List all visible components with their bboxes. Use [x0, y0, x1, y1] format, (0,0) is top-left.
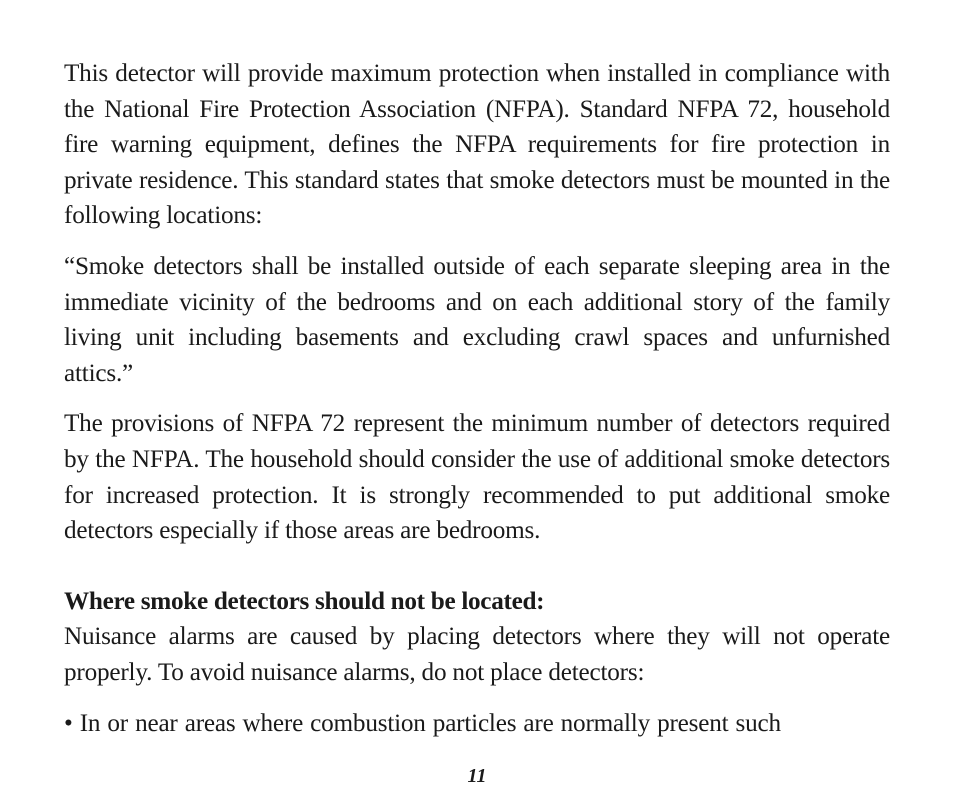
page-number: 11 [467, 765, 487, 787]
paragraph-nuisance-alarms: Nuisance alarms are caused by placing detectors where they will not operate properly. To avoid nuisance alarms, do not place detectors: [64, 623, 890, 686]
paragraph-nfpa-compliance: This detector will provide maximum protection when installed in compliance with the National Fire Protection Association (NFPA). Standard NFPA 72, household fire warning equipment, defines the NFPA requirements for fire protection in private residence. This standard states that smoke detectors must be mounted in the following locations: [64, 60, 890, 230]
bullet-item: • In or near areas where combustion particles are normally present such [64, 709, 781, 737]
paragraph-nfpa-provisions: The provisions of NFPA 72 represent the minimum number of detectors required by the NFPA. The household should consider the use of additional smoke detectors for increased protection. It is strongly recommended to put additional smoke detectors especially if those areas are bedrooms. [64, 410, 890, 545]
section-heading: Where smoke detectors should not be located: [64, 587, 545, 615]
paragraph-nfpa-quote: “Smoke detectors shall be installed outside of each separate sleeping area in the immediate vicinity of the bedrooms and on each additional story of the family living unit including basements and excluding crawl spaces and unfurnished attics.” [64, 252, 890, 387]
